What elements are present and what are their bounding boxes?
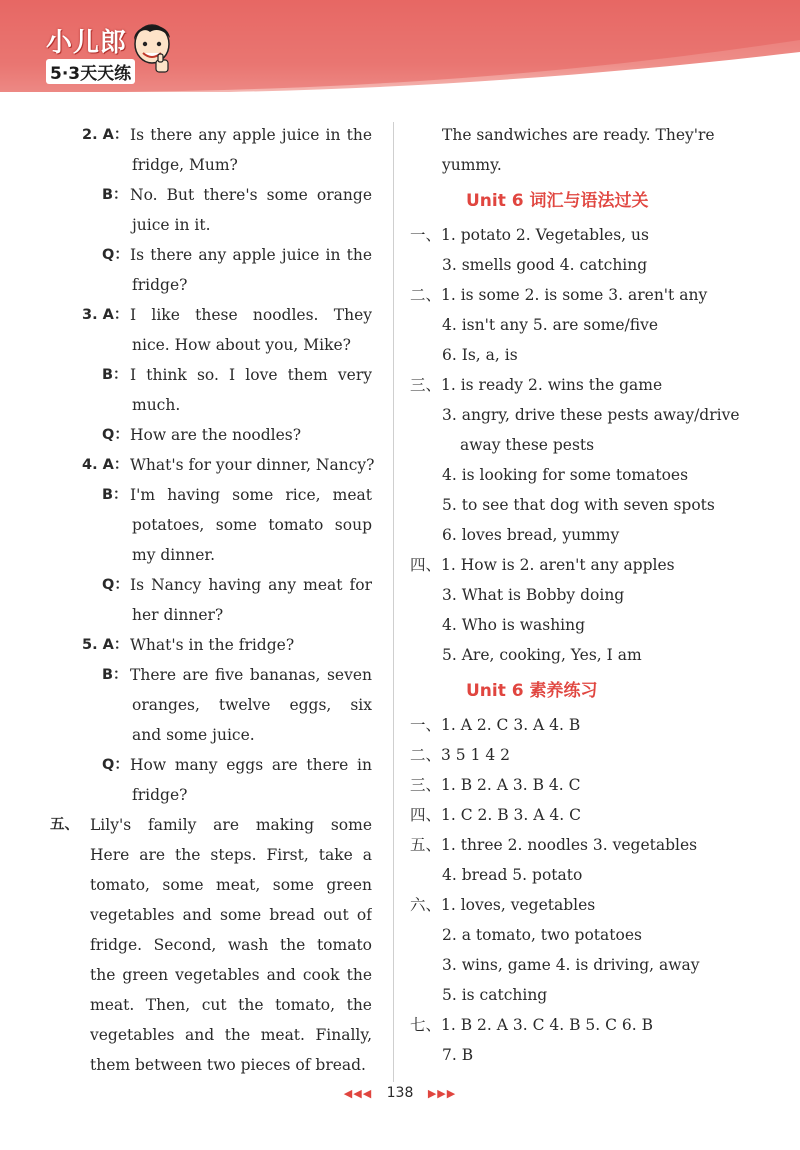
answer-label: Q： bbox=[102, 427, 129, 443]
answer-label: 3. A： bbox=[82, 307, 129, 323]
section-title: Unit 6 词汇与语法过关 bbox=[466, 191, 649, 211]
brand-subtitle: 5·3天天练 bbox=[46, 59, 135, 84]
answer-line: 七、1. B 2. A 3. C 4. B 5. C 6. B bbox=[410, 1016, 654, 1034]
answer-text: How are the noodles? bbox=[130, 426, 302, 444]
answer-text: vegetables and the meat. Finally, bbox=[90, 1026, 372, 1044]
answer-text: Lily's family are making some bbox=[90, 816, 372, 834]
answer-text: meat. Then, cut the tomato, the bbox=[90, 996, 372, 1014]
answer-label: B： bbox=[102, 367, 128, 383]
answer-label: 5. A： bbox=[82, 637, 129, 653]
answer-text: them between two pieces of bread. bbox=[90, 1056, 366, 1074]
answer-text: my dinner. bbox=[132, 546, 216, 564]
answer-text: the green vegetables and cook the bbox=[90, 966, 372, 984]
answer-line: 四、1. C 2. B 3. A 4. C bbox=[410, 806, 581, 824]
answer-text: fridge. Second, wash the tomato bbox=[90, 936, 372, 954]
brand-logo bbox=[46, 22, 135, 84]
answer-text: What's in the fridge? bbox=[130, 636, 295, 654]
answer-text: her dinner? bbox=[132, 606, 224, 624]
answer-label: B： bbox=[102, 487, 128, 503]
answer-text: oranges, twelve eggs, six bbox=[132, 696, 372, 714]
answer-line: 三、1. is ready 2. wins the game bbox=[410, 376, 663, 394]
answer-text: Is Nancy having any meat for bbox=[130, 576, 372, 594]
answer-line: 5. to see that dog with seven spots bbox=[442, 496, 715, 514]
answer-line: 3. smells good 4. catching bbox=[442, 256, 648, 274]
answer-line: The sandwiches are ready. They're bbox=[442, 126, 715, 144]
prev-arrows-icon: ◀◀◀ bbox=[343, 1087, 373, 1100]
page-header bbox=[0, 0, 800, 92]
answer-line: away these pests bbox=[460, 436, 595, 454]
answer-line: 5. is catching bbox=[442, 986, 548, 1004]
answer-label: Q： bbox=[102, 247, 129, 263]
answer-text: How many eggs are there in bbox=[130, 756, 372, 774]
answer-line: 7. B bbox=[442, 1046, 474, 1064]
answer-text: Here are the steps. First, take a bbox=[90, 846, 372, 864]
brand-name: 小儿郎 bbox=[46, 28, 128, 58]
answer-line: 五、1. three 2. noodles 3. vegetables bbox=[410, 836, 698, 854]
answer-text: tomato, some meat, some green bbox=[90, 876, 372, 894]
answer-line: 四、1. How is 2. aren't any apples bbox=[410, 556, 675, 574]
answer-line: 4. bread 5. potato bbox=[442, 866, 583, 884]
column-divider bbox=[393, 122, 394, 1082]
answer-line: 3. What is Bobby doing bbox=[442, 586, 625, 604]
answer-line: 一、1. potato 2. Vegetables, us bbox=[410, 226, 649, 244]
answer-label: B： bbox=[102, 667, 128, 683]
answer-line: 3. angry, drive these pests away/drive bbox=[442, 406, 740, 424]
answer-label: 五、 bbox=[50, 817, 79, 833]
answer-text: No. But there's some orange bbox=[130, 186, 372, 204]
answer-line: 4. Who is washing bbox=[442, 616, 586, 634]
answer-text: fridge? bbox=[132, 276, 188, 294]
answer-text: nice. How about you, Mike? bbox=[132, 336, 351, 354]
answer-line: 六、1. loves, vegetables bbox=[410, 896, 596, 914]
answer-text: vegetables and some bread out of bbox=[90, 906, 372, 924]
answer-line: 4. isn't any 5. are some/five bbox=[442, 316, 659, 334]
answer-line: 4. is looking for some tomatoes bbox=[442, 466, 689, 484]
answer-label: Q： bbox=[102, 577, 129, 593]
answer-text: potatoes, some tomato soup bbox=[132, 516, 372, 534]
page-footer bbox=[0, 1085, 800, 1101]
answer-line: 5. Are, cooking, Yes, I am bbox=[442, 646, 642, 664]
answer-label: B： bbox=[102, 187, 128, 203]
page-number: 138 bbox=[386, 1085, 414, 1101]
next-arrows-icon: ▶▶▶ bbox=[427, 1087, 457, 1100]
answer-line: yummy. bbox=[442, 156, 502, 174]
answer-text: much. bbox=[132, 396, 181, 414]
answer-line: 一、1. A 2. C 3. A 4. B bbox=[410, 716, 581, 734]
answer-text: I think so. I love them very bbox=[130, 366, 372, 384]
mascot-boy-icon bbox=[128, 14, 176, 76]
answer-text: What's for your dinner, Nancy? bbox=[130, 456, 375, 474]
answer-line: 6. loves bread, yummy bbox=[442, 526, 620, 544]
section-title: Unit 6 素养练习 bbox=[466, 681, 598, 701]
answer-text: juice in it. bbox=[132, 216, 211, 234]
answer-line: 二、1. is some 2. is some 3. aren't any bbox=[410, 286, 708, 304]
answer-line: 3. wins, game 4. is driving, away bbox=[442, 956, 700, 974]
answer-text: Is there any apple juice in the bbox=[130, 246, 372, 264]
answer-label: 4. A： bbox=[82, 457, 129, 473]
answer-line: 二、3 5 1 4 2 bbox=[410, 746, 511, 764]
answer-text: I'm having some rice, meat bbox=[130, 486, 372, 504]
answer-text: There are five bananas, seven bbox=[130, 666, 372, 684]
answer-label: Q： bbox=[102, 757, 129, 773]
answer-line: 三、1. B 2. A 3. B 4. C bbox=[410, 776, 581, 794]
answer-line: 6. Is, a, is bbox=[442, 346, 518, 364]
answer-label: 2. A： bbox=[82, 127, 129, 143]
answer-text: fridge? bbox=[132, 786, 188, 804]
answer-text: and some juice. bbox=[132, 726, 255, 744]
answer-text: fridge, Mum? bbox=[132, 156, 238, 174]
answer-text: I like these noodles. They bbox=[130, 306, 372, 324]
answer-text: Is there any apple juice in the bbox=[130, 126, 372, 144]
answer-line: 2. a tomato, two potatoes bbox=[442, 926, 642, 944]
